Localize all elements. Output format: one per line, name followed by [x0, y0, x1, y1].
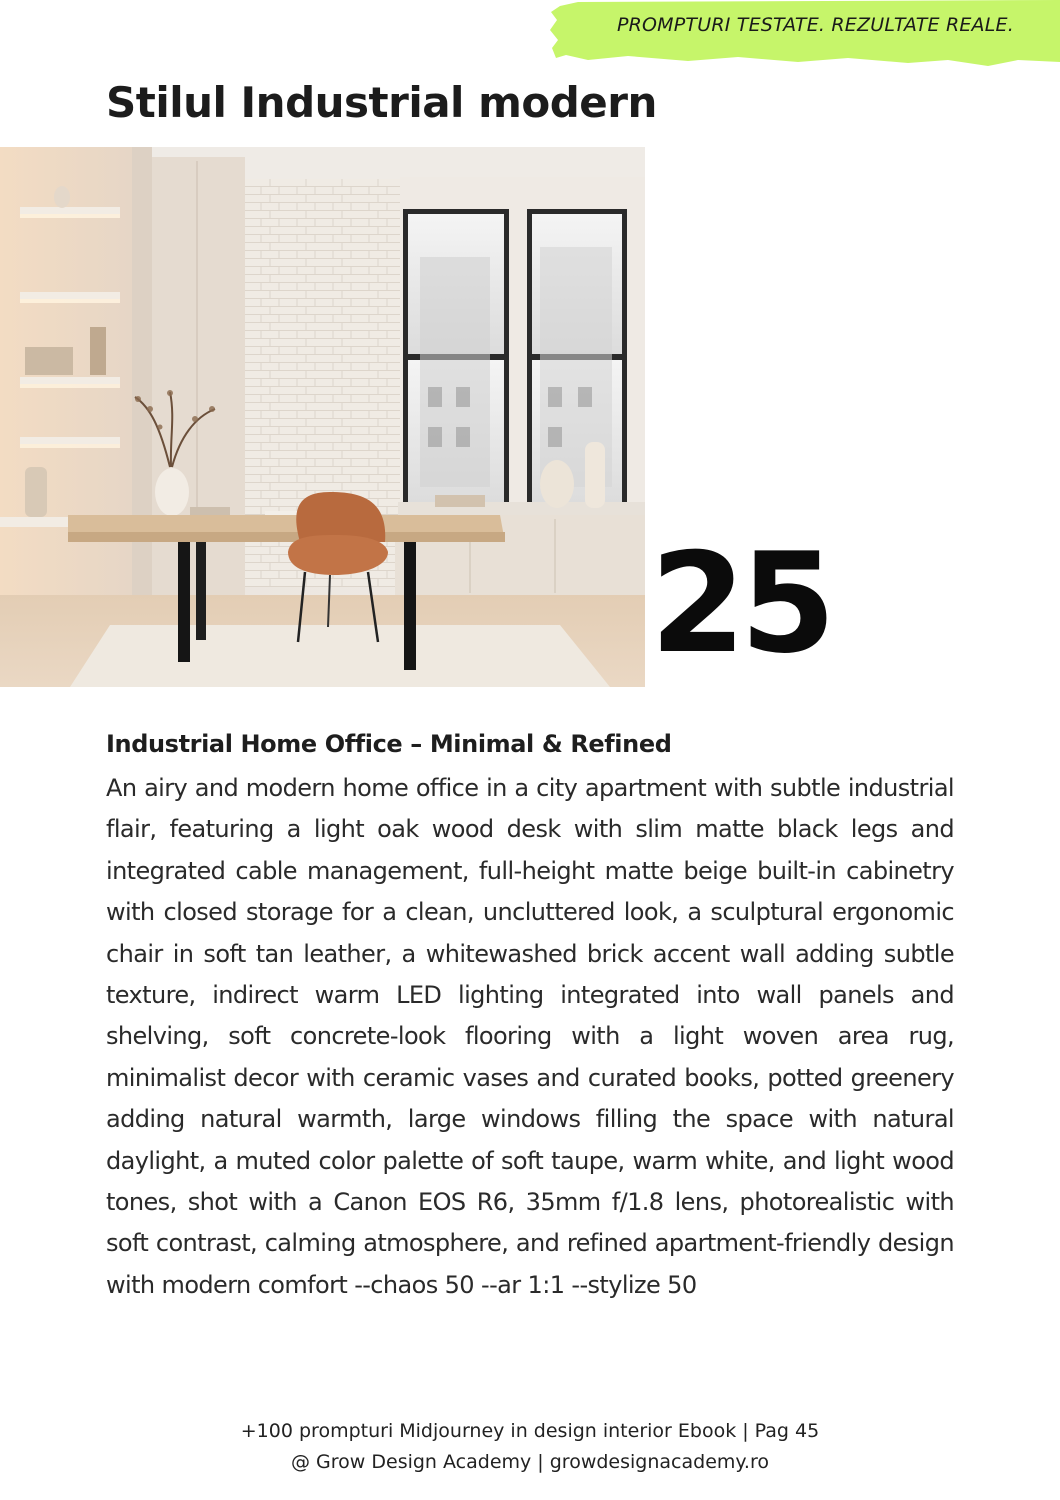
prompt-body: An airy and modern home office in a city apartment with subtle industrial flair, featuring a light oak wood desk with slim matte black legs and integrated cable management, full-height matte beige built-in cabinetry with closed storage for a clean, uncluttered look, a sculptural ergonomic chair in soft tan leather, a whitewashed brick accent wall adding subtle texture, indirect warm LED lighting integrated into wall panels and shelving, soft concrete-look flooring with a light woven area rug, minimalist decor with ceramic vases and curated books, potted greenery adding natural warmth, large windows filling the space with natural daylight, a muted color palette of soft taupe, warm white, and light wood tones, shot with a Canon EOS R6, 35mm f/1.8 lens, photorealistic with soft contrast, calming atmosphere, and refined apartment-friendly design with modern comfort --chaos 50 --ar 1:1 --stylize 50 [106, 774, 954, 1299]
desk-tray [190, 507, 230, 515]
prompt-title: Industrial Home Office – Minimal & Refined [106, 730, 672, 758]
banner-text: PROMPTURI TESTATE. REZULTATE REALE. [616, 14, 1014, 36]
vase-round [540, 460, 574, 508]
footer [0, 1416, 1060, 1478]
prompt-number: 25 [650, 523, 831, 684]
home-office-illustration [0, 147, 645, 687]
books-stack [435, 495, 485, 507]
vase-tall [585, 442, 605, 508]
shelf-ornament [54, 186, 70, 208]
footer-line-academy: @ Grow Design Academy | growdesignacademy.ro [291, 1451, 769, 1473]
desk-leg-left-front [178, 542, 190, 662]
shelf-books [25, 347, 73, 375]
desk-leg-right [404, 542, 416, 670]
area-rug [70, 625, 610, 687]
page-title: Stilul Industrial modern [106, 78, 657, 127]
footer-line-ebook: +100 prompturi Midjourney in design interior Ebook | Pag 45 [240, 1420, 820, 1442]
window-left [403, 209, 509, 509]
desk-leg-left-back [196, 542, 206, 640]
window-right [527, 209, 627, 509]
top-banner [548, 0, 1060, 66]
vase-white [155, 468, 189, 516]
hero-image [0, 147, 645, 687]
